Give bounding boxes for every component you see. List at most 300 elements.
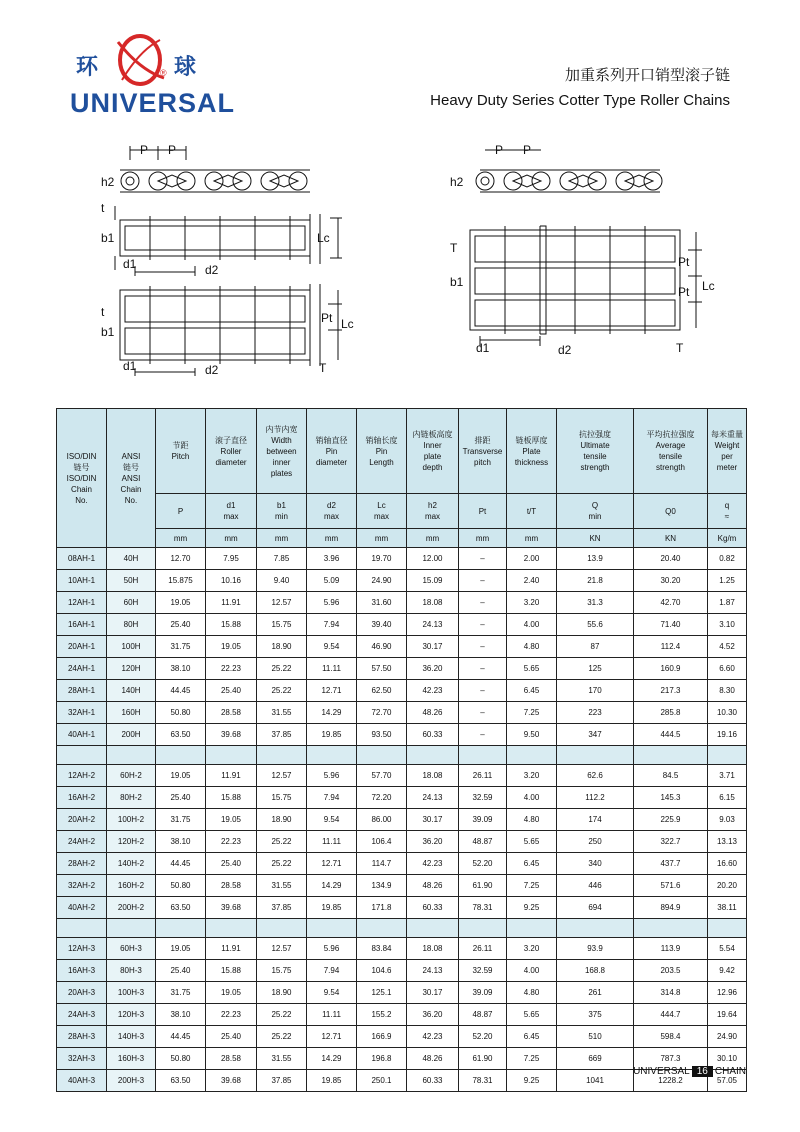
dim-pitch-label-4: P	[523, 143, 532, 157]
dim-T-label: T	[319, 361, 327, 375]
column-header	[708, 409, 747, 494]
page-footer	[633, 1066, 746, 1077]
table-cell: 9.25	[507, 897, 557, 919]
table-cell: 26.11	[459, 938, 507, 960]
table-cell: 140H-2	[107, 853, 156, 875]
separator-cell	[507, 919, 557, 938]
table-cell: 50.80	[156, 702, 206, 724]
table-cell: 250	[557, 831, 634, 853]
table-cell: 24AH-2	[57, 831, 107, 853]
table-cell: 52.20	[459, 1026, 507, 1048]
table-row	[57, 636, 747, 658]
table-cell: 31.75	[156, 982, 206, 1004]
brand-cn-right: 球	[174, 55, 199, 80]
table-cell: 32AH-2	[57, 875, 107, 897]
table-cell: 4.52	[708, 636, 747, 658]
table-cell: 114.7	[357, 853, 407, 875]
table-cell: 13.9	[557, 548, 634, 570]
table-cell: 6.15	[708, 787, 747, 809]
table-cell: 1.25	[708, 570, 747, 592]
table-cell: –	[459, 680, 507, 702]
table-cell: 9.54	[307, 982, 357, 1004]
table-cell: 30.17	[407, 636, 459, 658]
separator-cell	[407, 919, 459, 938]
separator-cell	[156, 919, 206, 938]
table-cell: 30.10	[708, 1048, 747, 1070]
symbol-cell: t/T	[507, 494, 557, 529]
table-cell: 24.90	[357, 570, 407, 592]
table-row	[57, 702, 747, 724]
table-cell: 12.96	[708, 982, 747, 1004]
table-cell: 13.13	[708, 831, 747, 853]
table-cell: 112.4	[634, 636, 708, 658]
spec-table	[56, 408, 747, 1092]
table-cell: 6.45	[507, 680, 557, 702]
separator-cell	[156, 746, 206, 765]
table-cell: 200H	[107, 724, 156, 746]
table-cell: 71.40	[634, 614, 708, 636]
table-cell: 78.31	[459, 897, 507, 919]
table-cell: 25.22	[257, 680, 307, 702]
group-separator-row	[57, 746, 747, 765]
table-cell: 113.9	[634, 938, 708, 960]
table-cell: 60.33	[407, 1070, 459, 1092]
table-cell: 9.42	[708, 960, 747, 982]
table-cell: 28.58	[206, 1048, 257, 1070]
table-cell: 19.05	[156, 938, 206, 960]
dim-d1-label-3: d1	[476, 341, 490, 355]
table-cell: 7.94	[307, 787, 357, 809]
table-cell: 12.57	[257, 592, 307, 614]
table-cell: 19.16	[708, 724, 747, 746]
table-cell: 24AH-1	[57, 658, 107, 680]
table-cell: 112.2	[557, 787, 634, 809]
table-cell: –	[459, 702, 507, 724]
table-cell: 11.91	[206, 938, 257, 960]
table-row	[57, 592, 747, 614]
table-cell: 787.3	[634, 1048, 708, 1070]
table-cell: 25.22	[257, 1026, 307, 1048]
column-header	[407, 409, 459, 494]
table-cell: –	[459, 636, 507, 658]
table-cell: 20AH-1	[57, 636, 107, 658]
table-cell: 48.26	[407, 1048, 459, 1070]
table-cell: 285.8	[634, 702, 708, 724]
chain-drawing-right	[440, 140, 720, 370]
table-cell: 32.59	[459, 787, 507, 809]
table-cell: 166.9	[357, 1026, 407, 1048]
table-cell: 28AH-2	[57, 853, 107, 875]
dim-lc-label-3: Lc	[702, 279, 715, 293]
symbol-cell: q ≈	[708, 494, 747, 529]
table-cell: 36.20	[407, 658, 459, 680]
table-cell: 160H	[107, 702, 156, 724]
table-cell: 38.10	[156, 1004, 206, 1026]
table-cell: 5.09	[307, 570, 357, 592]
dim-b1-label-2: b1	[101, 325, 115, 339]
table-cell: 22.23	[206, 658, 257, 680]
table-cell: 7.85	[257, 548, 307, 570]
symbol-cell: Lc max	[357, 494, 407, 529]
table-cell: 40H	[107, 548, 156, 570]
table-cell: 120H-3	[107, 1004, 156, 1026]
separator-cell	[107, 746, 156, 765]
table-cell: 0.82	[708, 548, 747, 570]
dim-d2-label-2: d2	[205, 363, 219, 377]
table-cell: 61.90	[459, 875, 507, 897]
dim-d2-label: d2	[205, 263, 219, 277]
table-cell: 2.00	[507, 548, 557, 570]
separator-cell	[107, 919, 156, 938]
table-cell: 16AH-3	[57, 960, 107, 982]
table-cell: 42.23	[407, 853, 459, 875]
table-cell: 3.20	[507, 938, 557, 960]
table-cell: –	[459, 570, 507, 592]
table-cell: 125.1	[357, 982, 407, 1004]
column-header-zh: 内节内宽	[265, 424, 298, 434]
table-cell: 62.50	[357, 680, 407, 702]
table-cell: 42.70	[634, 592, 708, 614]
table-cell: 31.55	[257, 702, 307, 724]
table-cell: 4.00	[507, 787, 557, 809]
table-cell: 225.9	[634, 809, 708, 831]
table-cell: 9.50	[507, 724, 557, 746]
column-header-zh: 每米重量	[711, 430, 743, 439]
table-cell: 322.7	[634, 831, 708, 853]
brand-logo	[70, 30, 236, 125]
table-cell: 19.85	[307, 1070, 357, 1092]
table-row	[57, 960, 747, 982]
table-cell: 155.2	[357, 1004, 407, 1026]
separator-cell	[357, 746, 407, 765]
table-cell: 340	[557, 853, 634, 875]
table-cell: 125	[557, 658, 634, 680]
table-cell: 38.10	[156, 831, 206, 853]
table-cell: 120H	[107, 658, 156, 680]
table-cell: 4.00	[507, 614, 557, 636]
symbol-cell: Q min	[557, 494, 634, 529]
column-header	[57, 409, 107, 548]
table-cell: 12.71	[307, 680, 357, 702]
dim-d1-label: d1	[123, 257, 137, 271]
table-cell: –	[459, 724, 507, 746]
separator-cell	[57, 919, 107, 938]
table-cell: 250.1	[357, 1070, 407, 1092]
column-header-zh: 链板厚度	[515, 435, 548, 445]
table-cell: 5.96	[307, 938, 357, 960]
table-cell: 36.20	[407, 831, 459, 853]
page-title-en: Heavy Duty Series Cotter Type Roller Chains	[430, 92, 730, 109]
table-cell: 15.88	[206, 614, 257, 636]
table-cell: 19.64	[708, 1004, 747, 1026]
table-cell: 25.40	[156, 960, 206, 982]
table-cell: 50.80	[156, 1048, 206, 1070]
table-cell: 3.20	[507, 592, 557, 614]
dim-pitch-label: P	[140, 143, 149, 157]
footer-brand: UNIVERSAL	[633, 1066, 690, 1077]
column-header-zh: 滚子直径	[215, 435, 247, 445]
table-cell: 31.55	[257, 875, 307, 897]
table-cell: 12.71	[307, 1026, 357, 1048]
column-header-en: Width between inner plates	[266, 435, 297, 478]
table-cell: 170	[557, 680, 634, 702]
table-cell: 60H-3	[107, 938, 156, 960]
table-cell: 9.54	[307, 809, 357, 831]
separator-cell	[407, 746, 459, 765]
table-cell: 24AH-3	[57, 1004, 107, 1026]
unit-cell: KN	[557, 529, 634, 548]
column-header-en: Plate thickness	[514, 446, 549, 467]
table-cell: 12.00	[407, 548, 459, 570]
table-cell: 598.4	[634, 1026, 708, 1048]
table-row	[57, 982, 747, 1004]
dim-pt-label-3: Pt	[678, 285, 690, 299]
table-row	[57, 680, 747, 702]
table-cell: 25.40	[156, 614, 206, 636]
table-cell: 11.11	[307, 658, 357, 680]
table-cell: 375	[557, 1004, 634, 1026]
table-cell: 4.80	[507, 809, 557, 831]
table-row	[57, 938, 747, 960]
table-row	[57, 897, 747, 919]
table-cell: 15.88	[206, 787, 257, 809]
table-cell: 5.65	[507, 831, 557, 853]
table-cell: 25.40	[206, 853, 257, 875]
table-cell: 12.71	[307, 853, 357, 875]
table-cell: 19.05	[206, 982, 257, 1004]
separator-cell	[557, 919, 634, 938]
table-cell: 55.6	[557, 614, 634, 636]
table-cell: –	[459, 548, 507, 570]
table-cell: 894.9	[634, 897, 708, 919]
table-cell: 223	[557, 702, 634, 724]
table-cell: 25.22	[257, 853, 307, 875]
table-cell: 37.85	[257, 897, 307, 919]
table-cell: 571.6	[634, 875, 708, 897]
dim-h2-label-2: h2	[450, 175, 464, 189]
column-header-en: Pitch	[171, 452, 190, 461]
table-cell: 16AH-2	[57, 787, 107, 809]
table-cell: 15.09	[407, 570, 459, 592]
table-cell: 15.875	[156, 570, 206, 592]
table-cell: 32AH-1	[57, 702, 107, 724]
table-cell: 18.08	[407, 765, 459, 787]
table-cell: 4.00	[507, 960, 557, 982]
table-cell: 446	[557, 875, 634, 897]
table-cell: 80H-3	[107, 960, 156, 982]
table-cell: 24.90	[708, 1026, 747, 1048]
table-cell: 32AH-3	[57, 1048, 107, 1070]
table-body	[57, 548, 747, 1092]
table-cell: 100H	[107, 636, 156, 658]
table-row	[57, 570, 747, 592]
table-cell: 145.3	[634, 787, 708, 809]
column-header	[257, 409, 307, 494]
table-cell: 36.20	[407, 1004, 459, 1026]
table-cell: 444.5	[634, 724, 708, 746]
table-cell: 48.26	[407, 702, 459, 724]
table-cell: 16.60	[708, 853, 747, 875]
table-cell: 28.58	[206, 702, 257, 724]
table-cell: 40AH-1	[57, 724, 107, 746]
table-cell: 19.85	[307, 724, 357, 746]
unit-cell: mm	[357, 529, 407, 548]
table-cell: 9.54	[307, 636, 357, 658]
table-cell: 19.05	[156, 592, 206, 614]
table-cell: 21.8	[557, 570, 634, 592]
table-cell: 31.75	[156, 636, 206, 658]
column-header-en: Average tensile strength	[655, 441, 686, 472]
table-cell: 61.90	[459, 1048, 507, 1070]
table-cell: 39.40	[357, 614, 407, 636]
table-cell: 38.10	[156, 658, 206, 680]
table-cell: 31.3	[557, 592, 634, 614]
table-row	[57, 614, 747, 636]
table-cell: 15.75	[257, 960, 307, 982]
table-cell: 200H-3	[107, 1070, 156, 1092]
table-cell: 10.30	[708, 702, 747, 724]
table-row	[57, 1004, 747, 1026]
table-cell: 12.57	[257, 938, 307, 960]
unit-cell: mm	[257, 529, 307, 548]
table-cell: 2.40	[507, 570, 557, 592]
table-cell: 5.54	[708, 938, 747, 960]
table-cell: 6.60	[708, 658, 747, 680]
table-cell: 16AH-1	[57, 614, 107, 636]
table-cell: 8.30	[708, 680, 747, 702]
unit-cell: mm	[459, 529, 507, 548]
table-cell: 5.65	[507, 658, 557, 680]
table-cell: 3.20	[507, 765, 557, 787]
table-row	[57, 875, 747, 897]
table-cell: 20.40	[634, 548, 708, 570]
table-cell: 140H	[107, 680, 156, 702]
table-cell: 160H-2	[107, 875, 156, 897]
table-cell: 48.26	[407, 875, 459, 897]
table-cell: 30.20	[634, 570, 708, 592]
table-cell: 31.55	[257, 1048, 307, 1070]
column-header	[557, 409, 634, 494]
table-cell: 42.23	[407, 680, 459, 702]
table-row	[57, 724, 747, 746]
table-row	[57, 831, 747, 853]
table-cell: 100H-2	[107, 809, 156, 831]
table-cell: 9.40	[257, 570, 307, 592]
table-cell: 7.94	[307, 614, 357, 636]
table-cell: 83.84	[357, 938, 407, 960]
table-cell: 19.05	[206, 636, 257, 658]
table-cell: 7.25	[507, 875, 557, 897]
column-header-en: Roller diameter	[215, 446, 247, 467]
table-cell: 24.13	[407, 960, 459, 982]
table-cell: 694	[557, 897, 634, 919]
table-cell: 217.3	[634, 680, 708, 702]
column-header-en: ISO/DIN 链号 ISO/DIN Chain No.	[66, 451, 97, 505]
table-cell: 1041	[557, 1070, 634, 1092]
separator-cell	[206, 919, 257, 938]
dim-pt-label: Pt	[321, 311, 333, 325]
table-cell: 3.96	[307, 548, 357, 570]
table-cell: 20AH-2	[57, 809, 107, 831]
table-cell: 12.70	[156, 548, 206, 570]
table-cell: 93.9	[557, 938, 634, 960]
column-header-zh: 平均抗拉强度	[646, 430, 695, 439]
table-cell: 12AH-2	[57, 765, 107, 787]
table-cell: 160H-3	[107, 1048, 156, 1070]
table-cell: 19.70	[357, 548, 407, 570]
table-cell: 46.90	[357, 636, 407, 658]
table-cell: 15.75	[257, 787, 307, 809]
table-cell: 9.25	[507, 1070, 557, 1092]
separator-cell	[708, 919, 747, 938]
table-cell: 28AH-3	[57, 1026, 107, 1048]
separator-cell	[257, 746, 307, 765]
column-header	[107, 409, 156, 548]
table-cell: 19.05	[156, 765, 206, 787]
column-header	[156, 409, 206, 494]
table-cell: 18.08	[407, 938, 459, 960]
table-cell: 5.96	[307, 592, 357, 614]
dim-lc-label-2: Lc	[341, 317, 354, 331]
separator-cell	[634, 919, 708, 938]
column-header-zh: 内链板高度	[412, 430, 453, 439]
symbol-cell: Q0	[634, 494, 708, 529]
table-cell: 7.95	[206, 548, 257, 570]
column-header-zh: 销轴长度	[365, 435, 398, 445]
table-cell: 7.94	[307, 960, 357, 982]
brand-name: UNIVERSAL	[70, 88, 236, 118]
table-cell: 25.40	[206, 1026, 257, 1048]
column-header-en: Pin Length	[369, 446, 394, 467]
column-header	[357, 409, 407, 494]
dim-b1-label-3: b1	[450, 275, 464, 289]
brand-cn-left: 环	[76, 55, 101, 80]
table-cell: 20.20	[708, 875, 747, 897]
column-header-zh: 排距	[474, 435, 491, 445]
group-separator-row	[57, 919, 747, 938]
table-cell: 84.5	[634, 765, 708, 787]
table-cell: 40AH-3	[57, 1070, 107, 1092]
dim-h2-label: h2	[101, 175, 115, 189]
unit-cell: mm	[307, 529, 357, 548]
table-cell: 18.90	[257, 809, 307, 831]
table-cell: 44.45	[156, 853, 206, 875]
separator-cell	[206, 746, 257, 765]
table-row	[57, 809, 747, 831]
unit-cell: mm	[206, 529, 257, 548]
footer-chain: CHAIN	[714, 1066, 746, 1077]
dim-lc-label: Lc	[317, 231, 330, 245]
table-cell: 39.68	[206, 1070, 257, 1092]
unit-cell: mm	[407, 529, 459, 548]
symbol-cell: d1 max	[206, 494, 257, 529]
dim-pitch-label-3: P	[495, 143, 504, 157]
table-cell: 444.7	[634, 1004, 708, 1026]
table-cell: 26.11	[459, 765, 507, 787]
table-cell: 80H	[107, 614, 156, 636]
symbol-cell: h2 max	[407, 494, 459, 529]
table-cell: 10AH-1	[57, 570, 107, 592]
unit-cell: mm	[507, 529, 557, 548]
table-cell: 140H-3	[107, 1026, 156, 1048]
table-cell: 314.8	[634, 982, 708, 1004]
table-cell: 20AH-3	[57, 982, 107, 1004]
table-cell: 32.59	[459, 960, 507, 982]
table-cell: 669	[557, 1048, 634, 1070]
table-cell: 28.58	[206, 875, 257, 897]
table-cell: 42.23	[407, 1026, 459, 1048]
table-cell: 106.4	[357, 831, 407, 853]
